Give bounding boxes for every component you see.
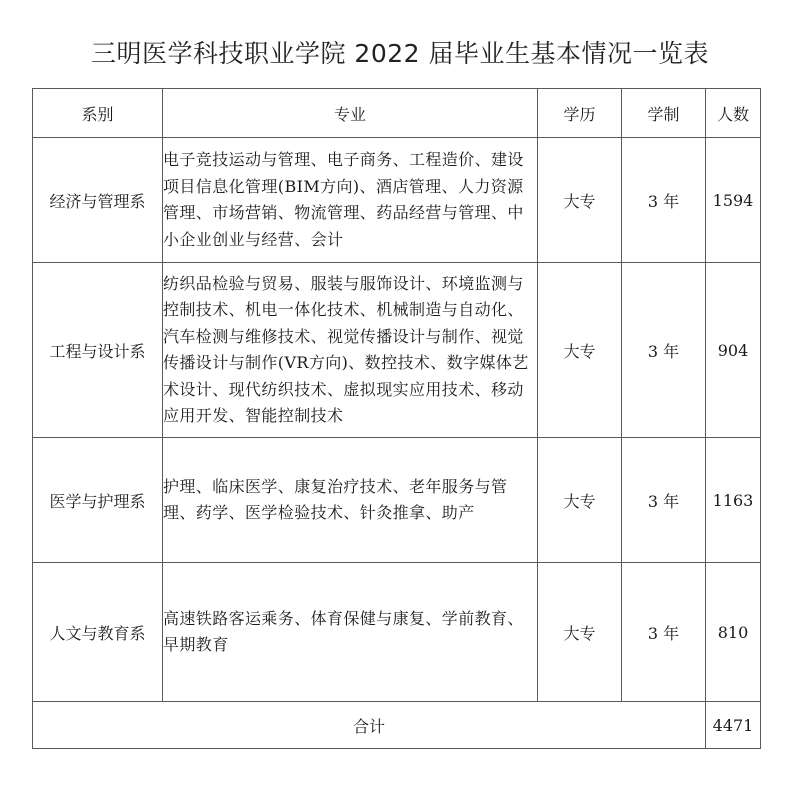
degree-cell: 大专 <box>538 438 622 563</box>
total-label: 合计 <box>33 702 706 749</box>
header-duration: 学制 <box>622 89 706 138</box>
graduates-table <box>32 88 761 749</box>
majors-cell <box>163 263 538 438</box>
majors-cell <box>163 563 538 702</box>
header-dept: 系别 <box>33 89 163 138</box>
table-row <box>33 563 761 702</box>
count-cell: 810 <box>706 563 761 702</box>
table-header-row <box>33 89 761 138</box>
duration-cell: 3 年 <box>622 138 706 263</box>
header-degree: 学历 <box>538 89 622 138</box>
duration-cell: 3 年 <box>622 438 706 563</box>
dept-cell: 经济与管理系 <box>33 138 163 263</box>
count-cell: 904 <box>706 263 761 438</box>
majors-cell <box>163 138 538 263</box>
majors-text: 电子竞技运动与管理、电子商务、工程造价、建设项目信息化管理(BIM方向)、酒店管理、人力资源管理、市场营销、物流管理、药品经营与管理、中小企业创业与经营、会计 <box>163 150 524 249</box>
degree-cell: 大专 <box>538 263 622 438</box>
majors-cell <box>163 438 538 563</box>
table-row <box>33 263 761 438</box>
majors-text: 护理、临床医学、康复治疗技术、老年服务与管理、药学、医学检验技术、针灸推拿、助产 <box>163 476 508 522</box>
dept-cell: 工程与设计系 <box>33 263 163 438</box>
degree-cell: 大专 <box>538 563 622 702</box>
count-cell: 1163 <box>706 438 761 563</box>
total-count: 4471 <box>706 702 761 749</box>
duration-cell: 3 年 <box>622 263 706 438</box>
majors-text: 纺织品检验与贸易、服装与服饰设计、环境监测与控制技术、机电一体化技术、机械制造与自动化、汽车检测与维修技术、视觉传播设计与制作、视觉传播设计与制作(VR方向)、数控技术、数字媒体艺术设计、现代纺织技术、虚拟现实应用技术、移动应用开发、智能控制技术 <box>163 273 529 425</box>
header-count: 人数 <box>706 89 761 138</box>
dept-cell: 医学与护理系 <box>33 438 163 563</box>
count-cell: 1594 <box>706 138 761 263</box>
header-major: 专业 <box>163 89 538 138</box>
degree-cell: 大专 <box>538 138 622 263</box>
total-row <box>33 702 761 749</box>
duration-cell: 3 年 <box>622 563 706 702</box>
majors-text: 高速铁路客运乘务、体育保健与康复、学前教育、早期教育 <box>163 608 524 654</box>
page-title: 三明医学科技职业学院 2022 届毕业生基本情况一览表 <box>90 39 710 68</box>
table-row <box>33 138 761 263</box>
dept-cell: 人文与教育系 <box>33 563 163 702</box>
table-row <box>33 438 761 563</box>
